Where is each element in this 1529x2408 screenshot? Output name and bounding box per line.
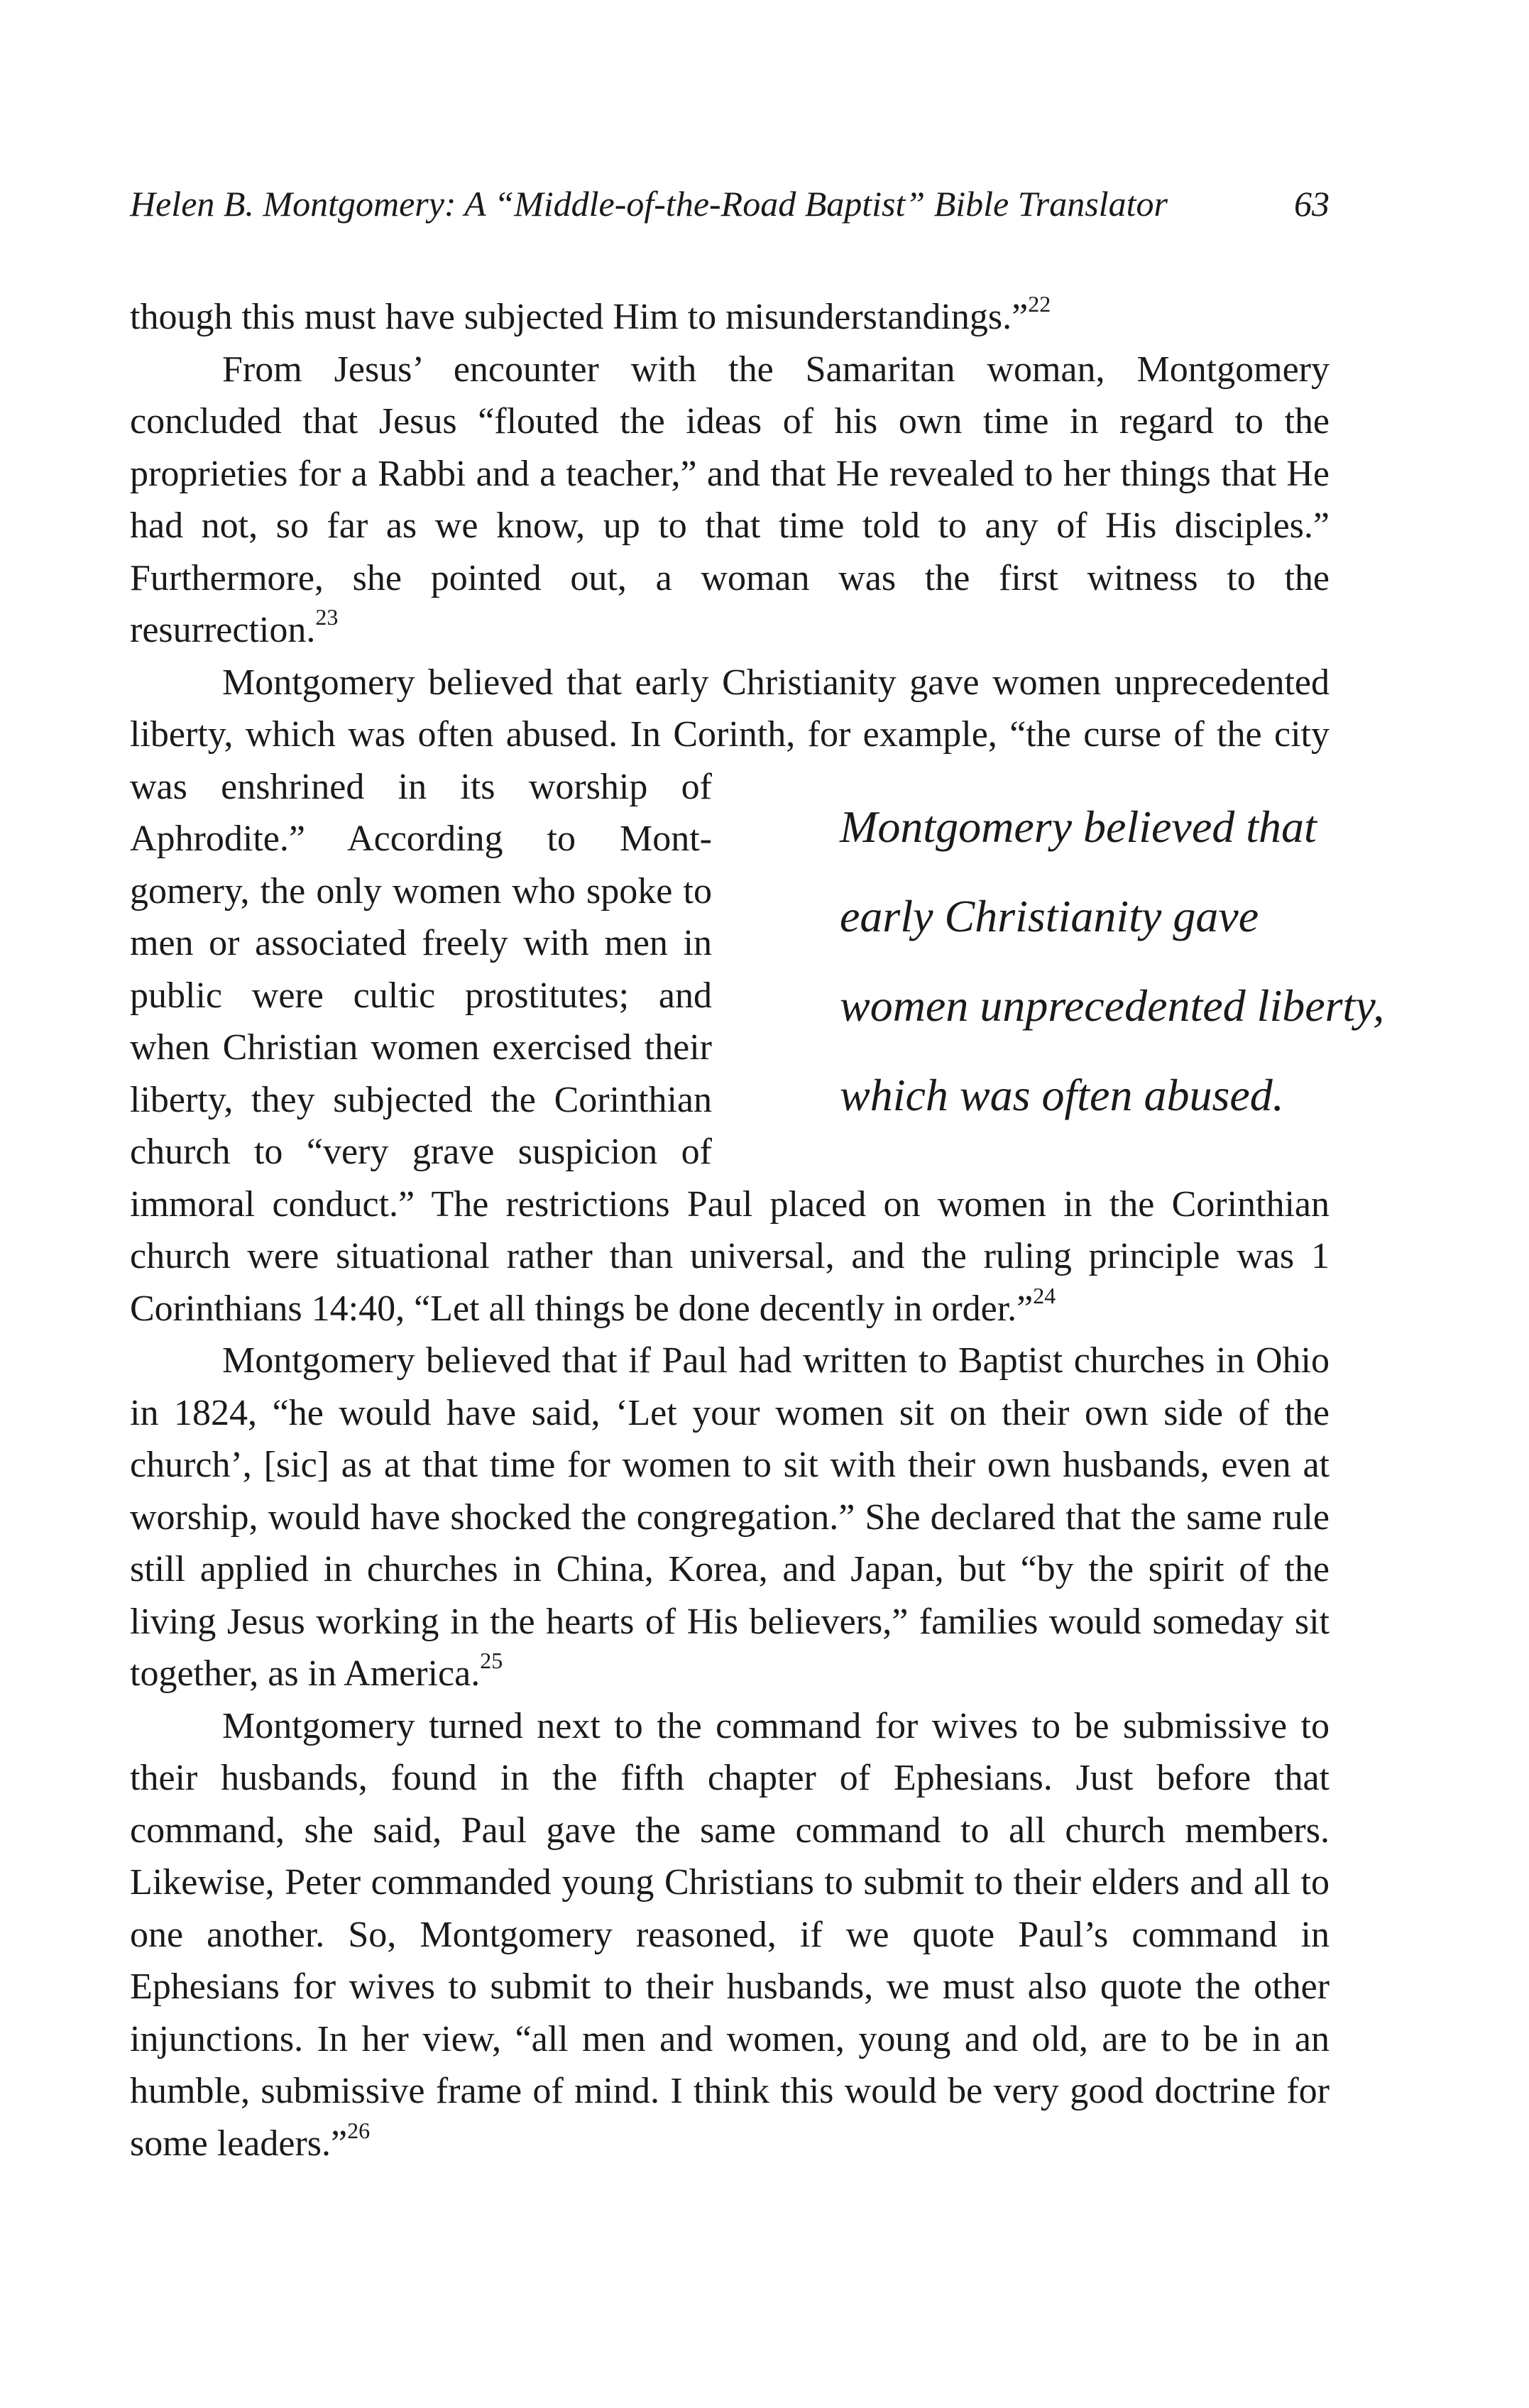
footnote-ref-22: 22 [1028, 291, 1051, 317]
running-head [130, 183, 1330, 233]
pull-quote-line: women unprecedented liberty, [840, 980, 1385, 1031]
footnote-ref-24: 24 [1033, 1282, 1056, 1308]
pull-quote-line: early Christianity gave [840, 890, 1259, 941]
pull-quote-line: Montgomery believed that [840, 801, 1317, 852]
paragraph-4 [130, 1335, 1330, 1700]
pull-quote-line: which was often abused. [840, 1069, 1284, 1120]
paragraph-3-text: Montgomery believed that early Christianity gave women unprecedented liberty, which was often abused. In Corinth, for example, “the curse Montgomery believed that early Christianity gave women unprecedented liberty, which was often abused. of the city was enshrined in its worship of Aphrodite.” According to Montgomery, the only women who spoke to men or associated freely with men in public were cultic prostitutes; and when Christian women exercised their liberty, they subjected the Corinthian church to “very grave suspicion of immoral conduct.” The restrictions Paul placed on women in the Corinthian church were situational rather than universal, and the ruling principle was 1 Corinthians 14:40, “Let all things be done decently in order.” [130, 662, 1385, 1329]
paragraph-5 [130, 1700, 1330, 2170]
paragraph-2 [130, 344, 1330, 657]
footnote-ref-26: 26 [347, 2117, 371, 2143]
footnote-ref-23: 23 [315, 604, 339, 630]
paragraph-4-text: Montgomery believed that if Paul had written to Baptist churches in Ohio in 1824, “he would have said, ‘Let your women sit on their own side of the church’, [sic] as at that time for women to sit with their own husbands, even at worship, would have shocked the congregation.” She declared that the same rule still applied in churches in China, Korea, and Japan, but “by the spirit of the living Jesus working in the hearts of His believers,” families would someday sit together, as in America. [130, 1340, 1330, 1694]
body-text [130, 291, 1385, 2169]
paragraph-1 [130, 291, 1330, 344]
pull-quote [747, 782, 1385, 1140]
paragraph-1-text: though this must have subjected Him to misunderstandings.” [130, 297, 1029, 337]
page-number: 63 [1294, 184, 1330, 224]
paragraph-3 [130, 657, 1385, 1335]
paragraph-5-text: Montgomery turned next to the command for wives to be submissive to their husbands, found in the fifth chapter of Ephesians. Just before that command, she said, Paul gave the same command to all church members. Likewise, Peter commanded young Christians to submit to their elders and all to one another. So, Montgomery reasoned, if we quote Paul’s command in Ephesians for wives to submit to their husbands, we must also quote the other injunctions. In her view, “all men and women, young and old, are to be in an humble, submissive frame of mind. I think this would be very good doctrine for some leaders.” [130, 1705, 1330, 2164]
footnote-ref-25: 25 [480, 1648, 503, 1673]
paragraph-2-text: From Jesus’ encounter with the Samaritan woman, Montgomery concluded that Jesus “flouted the ideas of his own time in regard to the proprieties for a Rabbi and a teacher,” and that He revealed to her things that He had not, so far as we know, up to that time told to any of His disciples.” Furthermore, she pointed out, a woman was the first witness to the resurrection. [130, 349, 1330, 650]
running-title: Helen B. Montgomery: A “Middle-of-the-Road Baptist” Bible Translator [130, 184, 1168, 224]
